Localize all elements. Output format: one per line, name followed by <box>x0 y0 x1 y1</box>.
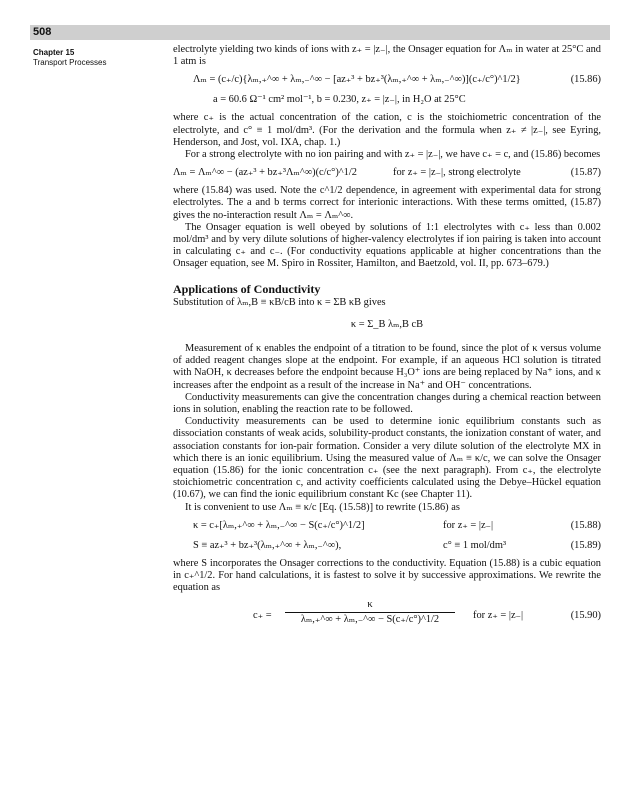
chapter-title: Transport Processes <box>33 58 107 67</box>
equation-condition: for z₊ = |z₋| <box>443 519 494 531</box>
equation-condition: for z₊ = |z₋| <box>473 609 524 621</box>
equation-15-89 <box>173 538 601 554</box>
section-heading: Applications of Conductivity <box>173 281 321 296</box>
main-text <box>173 44 601 637</box>
equation-condition: c° ≡ 1 mol/dm³ <box>443 539 507 551</box>
equation-formula: a = 60.6 Ω⁻¹ cm² mol⁻¹, b = 0.230, z₊ = |z₋|, in H₂O at 25°C <box>213 94 466 106</box>
paragraph: electrolyte yielding two kinds of ions with z₊ = |z₋|, the Onsager equation for Λₘ in water at 25°C and 1 atm is <box>173 44 601 68</box>
paragraph: where S incorporates the Onsager corrections to the conductivity. Equation (15.88) is a cubic equation in c₊^1/2. For hand calculations, it is fastest to solve it by successive approximations. We rewrite the equation as <box>173 557 601 594</box>
equation-condition: for z₊ = |z₋|, strong electrolyte <box>393 167 521 179</box>
page-number: 508 <box>33 26 52 38</box>
paragraph: where c₊ is the actual concentration of the cation, c is the stoichiometric concentration of the electrolyte, and c° ≡ 1 mol/dm³. (For the derivation and the formula when z₊ ≠ |z₋|, see Eyring, Henderson, and Jost, vol. IXA, chap. 1.) <box>173 112 601 148</box>
equation-number: (15.90) <box>570 609 601 621</box>
fraction-denominator: λₘ,₊^∞ + λₘ,₋^∞ − S(c₊/c°)^1/2 <box>300 613 440 625</box>
running-header-bar <box>30 25 610 40</box>
paragraph: Measurement of κ enables the endpoint of a titration to be found, since the plot of κ versus volume of added reagent changes slope at the endpoint. For example, if an aqueous HCl solution is titrated with NaOH, κ decreases before the endpoint because H₃O⁺ ions are being replaced by Na⁺ ions, and κ increases after the endpoint as a result of the increase in Na⁺ and OH⁻ concentrations. <box>173 343 601 391</box>
paragraph: For a strong electrolyte with no ion pairing and with z₊ = |z₋|, we have c₊ = c, and (15.86) becomes <box>185 149 601 161</box>
equation-number: (15.88) <box>570 519 601 531</box>
equation-formula: Λₘ = (c₊/c){λₘ,₊^∞ + λₘ,₋^∞ − [az₊³ + bz₊³(λₘ,₊^∞ + λₘ,₋^∞)](c₊/c°)^1/2} <box>193 74 521 86</box>
equation-15-87 <box>173 165 601 181</box>
paragraph: Conductivity measurements can be used to determine ionic equilibrium constants such as dissociation constants of weak acids, solubility-product constants, the ionization constant of water, and association constants for ion-pair formation. Consider a very dilute solution of the electrolyte MX in which there is an ionic equilibrium. Using the measured value of Λₘ ≡ κ/c, we can solve the Onsager equation (15.86) for the ionic concentration c₊ (see the next paragraph). From c₊, the electrolyte stoichiometric concentration c, and activity coefficients calculated using the Debye–Hückel equation (10.67), we can find the ionic equilibrium constant Kc (see Chapter 11). <box>173 416 601 501</box>
paragraph: It is convenient to use Λₘ ≡ κ/c [Eq. (15.58)] to rewrite (15.86) as <box>185 501 460 513</box>
equation-number: (15.86) <box>570 74 601 86</box>
equation-constants <box>173 92 601 108</box>
equation-formula: S ≡ az₊³ + bz₊³(λₘ,₊^∞ + λₘ,₋^∞), <box>193 539 342 551</box>
equation-formula: Λₘ = Λₘ^∞ − (az₊³ + bz₊³Λₘ^∞)(c/c°)^1/2 <box>173 167 357 179</box>
paragraph: The Onsager equation is well obeyed by solutions of 1:1 electrolytes with c₊ less than 0.002 mol/dm³ and by very dilute solutions of higher-valency electrolytes if ion pairing is taken into account in calculating c₊ and c₋. (For conductivity equations applicable at higher concentrations than the Onsager equation, see M. Spiro in Rossiter, Hamilton, and Baetzold, vol. II, pp. 673–679.) <box>173 221 601 270</box>
equation-fraction <box>285 599 455 626</box>
paragraph: Conductivity measurements can give the concentration changes during a chemical reaction between ions in solution, enabling the reaction rate to be followed. <box>173 391 601 416</box>
equation-15-86 <box>173 72 601 88</box>
paragraph: where (15.84) was used. Note the c^1/2 dependence, in agreement with experimental data for strong electrolytes. The a and b terms correct for interionic interactions. With these terms omitted, (15.87) gives the no-interaction result Λₘ = Λₘ^∞. <box>173 185 601 221</box>
fraction-numerator: κ <box>285 599 455 613</box>
equation-number: (15.89) <box>570 539 601 551</box>
equation-kappa <box>173 313 601 339</box>
margin-note <box>33 48 168 68</box>
equation-lhs: c₊ = <box>253 609 272 621</box>
paragraph: Substitution of λₘ,B ≡ κB/cB into κ = ΣB κB gives <box>173 296 386 308</box>
equation-formula: κ = c₊[λₘ,₊^∞ + λₘ,₋^∞ − S(c₊/c°)^1/2] <box>193 519 365 531</box>
equation-formula: κ = Σ_B λₘ,B cB <box>350 319 424 331</box>
chapter-label: Chapter 15 <box>33 48 75 57</box>
equation-15-88 <box>173 518 601 534</box>
equation-number: (15.87) <box>570 167 601 179</box>
equation-15-90 <box>173 599 601 633</box>
